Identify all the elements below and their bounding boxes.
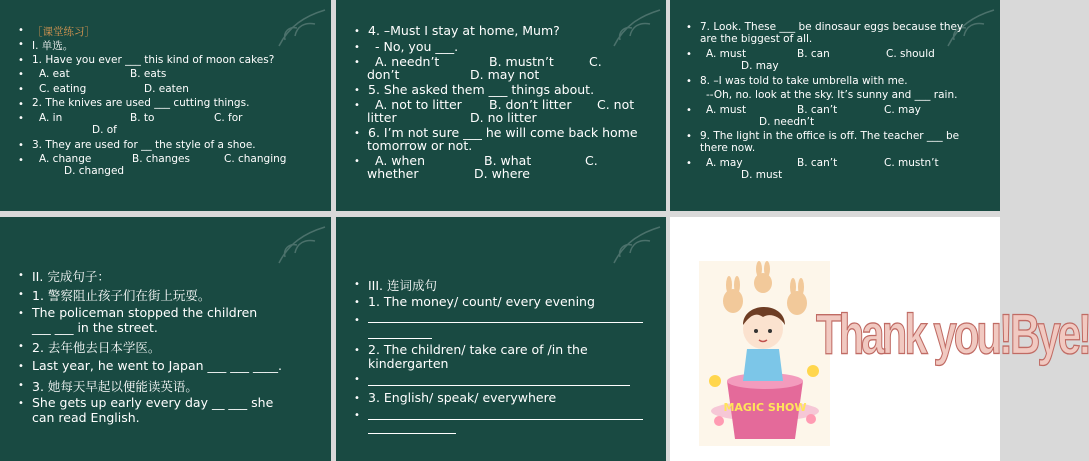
floral-decoration-icon [610,6,662,50]
option: A. not to litter [375,97,462,112]
sentence-1-en-cont: ___ ___ in the street. [32,320,158,335]
bullet: • [18,25,24,36]
option: A. may [706,157,743,169]
sentence-1-en: The policeman stopped the children [32,305,258,320]
option: C. changing [224,153,287,165]
floral-decoration-icon [275,223,327,267]
option: B. eats [130,68,167,80]
option: whether [367,166,419,181]
bullet: • [18,398,24,409]
option: C. should [886,48,935,60]
bullet: • [686,131,692,142]
question-7: 7. Look. These ___ be dinosaur eggs because they [700,21,964,33]
slide-5 [336,217,666,461]
option: D. where [474,166,530,181]
sentence-2-cont: kindergarten [368,356,449,371]
sentence-2: 2. The children/ take care of /in the [368,342,588,357]
bullet: • [18,270,24,281]
option: D. changed [64,165,125,177]
sentence-1: 1. The money/ count/ every evening [368,294,595,309]
option: A. in [39,112,63,124]
option: B. can [797,48,830,60]
slide-6 [670,217,1089,461]
bullet: • [18,113,24,124]
question-9: 9. The light in the office is off. The teacher ___ be [700,130,960,142]
option: A. eat [39,68,70,80]
sentence-3-en: She gets up early every day __ ___ she [32,395,274,410]
bullet: • [18,380,24,391]
question-8: 8. –I was told to take umbrella with me. [700,75,908,87]
sentence-2-en: Last year, he went to Japan ___ ___ ____. [32,358,282,373]
option: D. may [741,60,779,72]
option: D. of [92,124,117,136]
option: D. may not [470,67,540,82]
floral-decoration-icon [275,6,327,50]
option: B. what [484,153,532,168]
bullet: • [18,55,24,66]
sentence-3: 3. English/ speak/ everywhere [368,390,557,405]
option: C. not [597,97,635,112]
bullet: • [354,85,360,96]
option: C. eating [39,83,87,95]
option: A. needn’t [375,54,440,69]
slide-3 [670,0,1000,211]
bullet: • [354,128,360,139]
answer-line [368,322,643,323]
section-title: II. 完成句子： [32,269,110,284]
option: A. change [39,153,92,165]
bullet: • [18,99,24,110]
floral-decoration-icon [610,223,662,267]
bullet: • [354,156,360,167]
bullet: • [686,49,692,60]
option: B. changes [132,153,190,165]
option: don’t [367,67,400,82]
bullet: • [354,345,360,356]
bullet: • [354,57,360,68]
question-4-answer: - No, you ___. [375,39,459,54]
bullet: • [18,289,24,300]
bullet: • [354,279,360,290]
slide-4 [0,217,331,461]
option: D. eaten [144,83,189,95]
option: B. don’t litter [489,97,572,112]
question-5: 5. She asked them ___ things about. [368,82,595,97]
question-8-cont: --Oh, no. look at the sky. It’s sunny and ___ rain. [706,89,958,101]
option: D. no litter [470,110,537,125]
option: B. mustn’t [489,54,554,69]
girl-magic-show-icon [699,261,830,446]
option: B. can’t [797,157,838,169]
sentence-2-cn: 2. 去年他去日本学医。 [32,340,161,355]
option: C. [585,153,598,168]
bullet: • [18,341,24,352]
bullet: • [354,315,360,326]
answer-line [368,419,643,420]
bullet: • [354,393,360,404]
bullet: • [354,410,360,421]
magic-show-text: MAGIC SHOW [723,401,807,414]
bullet: • [354,297,360,308]
girl-illustration [699,261,830,446]
option: B. can’t [797,104,838,116]
bullet: • [354,26,360,37]
option: D. needn’t [759,116,815,128]
bullet: • [18,140,24,151]
bullet: • [354,100,360,111]
section-title: III. 连词成句 [368,278,438,293]
option: C. [589,54,602,69]
bullet: • [18,39,24,50]
question-6: 6. I’m not sure ___ he will come back home [368,125,638,140]
sentence-3-en-cont: can read English. [32,410,140,425]
slide-1 [0,0,331,211]
slide-2 [336,0,666,211]
bullet: • [18,84,24,95]
bullet: • [18,308,24,319]
question-4: 4. –Must I stay at home, Mum? [368,23,560,38]
answer-line [368,433,456,434]
answer-line [368,338,432,339]
section-title: I. 单选。 [32,40,74,52]
bullet: • [354,374,360,385]
bullet: • [686,105,692,116]
bullet: • [354,42,360,53]
bullet: • [686,158,692,169]
option: A. must [706,104,747,116]
option: B. to [130,112,155,124]
question-9-cont: there now. [700,142,756,154]
option: D. must [741,169,783,181]
exercise-header: ［课堂练习］ [32,26,95,38]
question-3: 3. They are used for __ the style of a shoe. [32,139,256,151]
option: C. for [214,112,243,124]
bullet: • [686,22,692,33]
bullet: • [18,69,24,80]
bullet: • [686,76,692,87]
option: C. may [884,104,921,116]
question-7-cont: are the biggest of all. [700,33,813,45]
sentence-1-cn: 1. 警察阻止孩子们在街上玩耍。 [32,288,211,303]
option: A. when [375,153,426,168]
option: C. mustn’t [884,157,939,169]
answer-line [368,385,630,386]
option: litter [367,110,397,125]
option: A. must [706,48,747,60]
bullet: • [18,361,24,372]
question-1: 1. Have you ever ___ this kind of moon cakes? [32,54,275,66]
sentence-3-cn: 3. 她每天早起以便能读英语。 [32,379,198,394]
bullet: • [18,155,24,166]
question-2: 2. The knives are used ___ cutting things. [32,97,250,109]
thank-you-text: Thank you!Bye! [816,302,1089,366]
question-6-cont: tomorrow or not. [367,138,473,153]
